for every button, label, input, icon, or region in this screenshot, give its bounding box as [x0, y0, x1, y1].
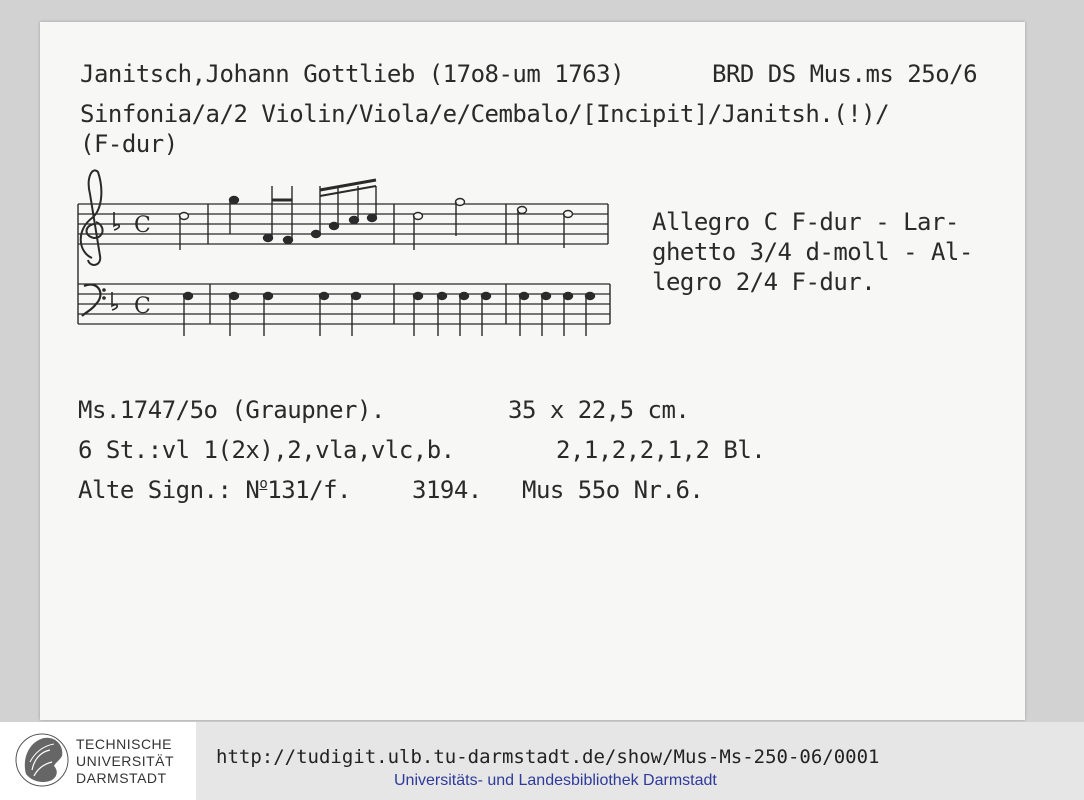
note-head: [184, 293, 193, 300]
treble-clef-icon: [81, 170, 102, 265]
note-head: [264, 293, 273, 300]
title-line: Sinfonia/a/2 Violin/Viola/e/Cembalo/[Incipit]/Janitsh.(!)/: [80, 100, 890, 128]
note-head: [482, 293, 491, 300]
music-incipit: [72, 160, 618, 340]
url-area: [196, 722, 1084, 800]
old-signature: [78, 474, 351, 510]
upper-staff: [78, 204, 608, 244]
old-signature-number: 131/f.: [267, 476, 351, 504]
tempo-line-2: ghetto 3/4 d-moll - Al-: [652, 238, 973, 266]
permalink-url[interactable]: http://tudigit.ulb.tu-darmstadt.de/show/Mus-Ms-250-06/0001: [216, 746, 880, 768]
note-head: [368, 215, 377, 222]
note-head: [456, 199, 465, 206]
lower-staff: [78, 284, 610, 324]
note-head: [230, 197, 239, 204]
note-head: [312, 231, 321, 238]
key-line: (F-dur): [80, 130, 178, 158]
university-logo: [0, 722, 196, 800]
note-head: [564, 293, 573, 300]
old-signature-label: Alte Sign.: N: [78, 476, 260, 504]
note-head: [586, 293, 595, 300]
note-head: [330, 223, 339, 230]
footer-bar: [0, 722, 1084, 800]
barlines: [78, 204, 610, 324]
time-signature: C: [134, 213, 151, 238]
note-head: [414, 213, 423, 220]
note-head: [320, 293, 329, 300]
tempo-line-3: legro 2/4 F-dur.: [652, 268, 876, 296]
note-head: [284, 237, 293, 244]
time-signature: C: [134, 294, 151, 319]
note-head: [352, 293, 361, 300]
note-head: [414, 293, 423, 300]
note-head: [460, 293, 469, 300]
bass-clef-icon: [82, 285, 100, 316]
note-head: [438, 293, 447, 300]
manuscript-line: Ms.1747/5o (Graupner).: [78, 396, 385, 424]
note-head: [230, 293, 239, 300]
leaves-line: 2,1,2,2,1,2 Bl.: [556, 436, 766, 464]
note-head: [520, 293, 529, 300]
library-name: Universitäts- und Landesbibliothek Darmstadt: [394, 772, 717, 789]
flat-sign: [114, 212, 119, 230]
logo-line-1: TECHNISCHE: [76, 736, 173, 752]
old-signature-superscript: o: [259, 476, 268, 492]
athena-head-icon: [14, 730, 70, 790]
old-signature-code: 3194.: [412, 476, 482, 504]
note-head: [180, 213, 189, 220]
note-head: [350, 217, 359, 224]
note-head: [518, 207, 527, 214]
note-head: [264, 235, 273, 242]
dimensions: 35 x 22,5 cm.: [508, 396, 690, 424]
logo-line-3: DARMSTADT: [76, 770, 167, 786]
note-head: [542, 293, 551, 300]
note-head: [564, 211, 573, 218]
flat-sign: [112, 292, 117, 310]
logo-line-2: UNIVERSITÄT: [76, 753, 175, 769]
shelfmark: BRD DS Mus.ms 25o/6: [712, 60, 978, 88]
tempo-line-1: Allegro C F-dur - Lar-: [652, 208, 959, 236]
upper-notes: [180, 180, 573, 250]
old-signature-mus: Mus 55o Nr.6.: [522, 476, 704, 504]
parts-line: 6 St.:vl 1(2x),2,vla,vlc,b.: [78, 436, 455, 464]
composer-line: Janitsch,Johann Gottlieb (17o8-um 1763): [80, 60, 625, 88]
